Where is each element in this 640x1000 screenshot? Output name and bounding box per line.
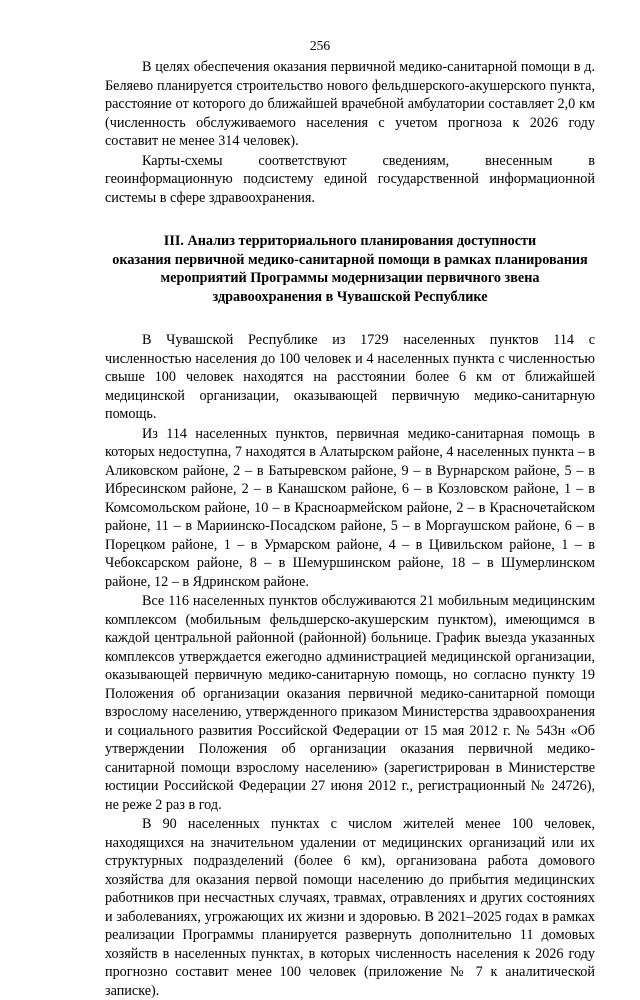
paragraph-settlements-count: В Чувашской Республике из 1729 населенных пунктов 114 с численностью населения до 100 человек и 4 населенных пункта с численностью свыше 100 человек находятся на расстоянии более 6 км от ближайшей медицинской организации, оказывающей первичную медико-санитарную помощь. xyxy=(105,332,595,422)
section-heading-line: III. Анализ территориального планирования доступности xyxy=(163,233,537,249)
section-heading-line: оказания первичной медико-санитарной помощи в рамках планирования xyxy=(112,251,588,268)
paragraph-household-aid: В 90 населенных пунктах с числом жителей менее 100 человек, находящихся на значительном удалении от медицинских организаций или их структурных подразделений (более 6 км), организована работа домового хозяйства для оказания первой помощи населению до прибытия медицинских работников при несчастных случаях, травмах, отравлениях и других состояниях и заболеваниях, угрожающих их жизни и здоровью. В 2021–2025 годах в рамках реализации Программы планируется развернуть дополнительно 11 домовых хозяйств в населенных пунктах, в которых численность населения к 2026 году прогнозно составит менее 100 человек (приложение № 7 к аналитической записке). xyxy=(105,816,595,999)
paragraph-districts: Из 114 населенных пунктов, первичная медико-санитарная помощь в которых недоступна, 7 находятся в Алатырском районе, 4 населенных пункта – в Аликовском районе, 2 – в Батыревском районе, 9 – в Вурнарском районе, 5 – в Ибресинском районе, 2 – в Канашском районе, 6 – в Козловском районе, 1 – в Комсомольском районе, 10 – в Красноармейском районе, 2 – в Красночетайском районе, 11 – в Мариинско-Посадском районе, 5 – в Моргаушском районе, 6 – в Порецком районе, 1 – в Урмарском районе, 4 – в Цивильском районе, 1 – в Чебоксарском районе, 8 – в Шемуршинском районе, 18 – в Шумерлинском районе, 12 – в Ядринском районе. xyxy=(105,425,595,590)
paragraph-beliaevo: В целях обеспечения оказания первичной медико-санитарной помощи в д. Беляево планируется строительство нового фельдшерского-акушерского пункта, расстояние от которого до ближайшей врачебной амбулатории составляет 2,0 км (численность обслуживаемого населения с учетом прогноза к 2026 году составит не менее 314 человек). xyxy=(105,59,595,149)
paragraph-mobile-complexes: Все 116 населенных пунктов обслуживаются 21 мобильным медицинским комплексом (мобильным фельдшерско-акушерским пунктом), имеющимся в каждой центральной районной (районной) больнице. График выезда указанных комплексов утверждается ежегодно администрацией медицинской организации, оказывающей первичную медико-санитарную помощь, но согласно пункту 19 Положения об организации оказания первичной медико-санитарной помощи взрослому населению, утвержденного приказом Министерства здравоохранения и социального развития Российской Федерации от 15 мая 2012 г. № 543н «Об утверждении Положения об организации оказания первичной медико-санитарной помощи взрослому населению» (зарегистрирован в Министерстве юстиции Российской Федерации 27 июня 2012 г., регистрационный № 24726), не реже 2 раз в год. xyxy=(105,593,595,813)
section-heading-line: мероприятий Программы модернизации первичного звена xyxy=(160,270,540,286)
section-heading xyxy=(105,232,595,306)
page-number: 256 xyxy=(309,38,331,53)
section-heading-line: здравоохранения в Чувашской Республике xyxy=(212,288,488,305)
paragraph-maps: Карты-схемы соответствуют сведениям, внесенным в геоинформационную подсистему единой государственной информационной системы в сфере здравоохранения. xyxy=(105,152,595,206)
document-body xyxy=(105,58,595,1000)
